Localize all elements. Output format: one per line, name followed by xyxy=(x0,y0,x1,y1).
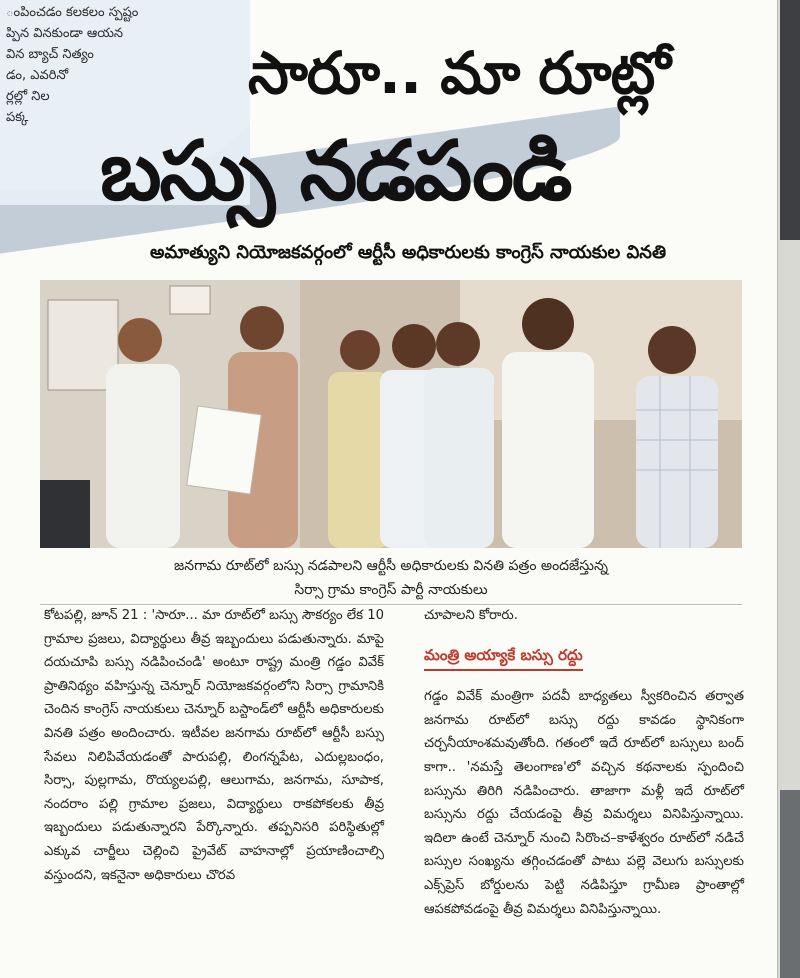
adjacent-article-lines: ంపించడం కలకలం స్పష్టం ప్పిన వినకుండా ఆయన వి‌న బ్యాచ్ నిత్యం డం, ఎవరినో ర్లల్లో నిల పక్క xyxy=(6,5,139,125)
photo-caption-line-2: సిర్సా గ్రామ కాంగ్రెస్ పార్టీ నాయకులు xyxy=(294,582,488,598)
photo-caption xyxy=(40,554,742,602)
article-paragraph-2: గడ్డం వివేక్ మంత్రిగా పదవీ బాధ్యతలు స్వీకరించిన తర్వాత జనగామ రూట్‌లో బస్సు రద్దు కావడం స్థానికంగా చర్చనీయాంశమవుతోంది. గతంలో ఇదే రూట్‌లో బస్సులు బంద్ కాగా.. 'నమస్తే తెలంగాణ'లో వచ్చిన కథనాలకు స్పందించి బస్సును తిరిగి నడిపించారు. తాజాగా మళ్లీ ఇదే రూట్‌లో బస్సును రద్దు చేయడంపై తీవ్ర విమర్శలు వినిపిస్తున్నాయి. ఇదిలా ఉంటే చెన్నూర్ నుంచి సిరొంచ–కాళేశ్వరం రూట్‌లో నడిచే బస్సుల సంఖ్యను తగ్గించడంతో పాటు పల్లె వెలుగు బస్సులకు ఎక్స్‌ప్రెస్ బోర్డులను పెట్టి నడిపిస్తూ గ్రామీణ ప్రాంతాల్లో ఆపకపోవడంపై తీవ్ర విమర్శలు వినిపిస్తున్నాయి. xyxy=(424,689,744,917)
headline-line-1: సారూ.. మా రూట్లో xyxy=(248,39,670,107)
article-paragraph-1: కోటపల్లి, జూన్ 21 : 'సారూ... మా రూట్‌లో బస్సు సౌకర్యం లేక 10 గ్రామాల ప్రజలు, విద్యార్థులు తీవ్ర ఇబ్బందులు పడుతున్నారు. మాపై దయచూపి బస్సు నడిపించండి' అంటూ రాష్ట్ర మంత్రి గడ్డం వివేక్ ప్రాతినిథ్యం వహిస్తున్న చెన్నూర్ నియోజకవర్గంలోని సిర్సా గ్రామానికి చెందిన కాంగ్రెస్ నాయకులు చెన్నూర్ బస్టాండ్‌లో ఆర్టీసీ అధికారులకు వినతి పత్రం అందించారు. ఇటీవల జనగామ రూట్‌లో ఆర్టీసీ బస్సు సేవలు నిలిపివేయడంతో పారుపల్లి, లింగన్నపేట, ఎదుల్లబంధం, సిర్సా, పుల్లగామ, రొయ్యలపల్లి, ఆలుగామ, జనగామ, సూపాక, నందరాం పల్లి గ్రామాల ప్రజలు, విద్యార్థులు రాకపోకలకు తీవ్ర ఇబ్బందులు పడుతున్నారని పేర్కొన్నారు. తప్పనిసరి పరిస్థితుల్లో ఎక్కువ చార్జీలు చెల్లించి ప్రైవేట్ వాహనాల్లో ప్రయాణించాల్సి వస్తుందని, ఇకనైనా అధికారులు చొరవ xyxy=(44,608,384,883)
headline-line-2: బస్సు నడపండి xyxy=(100,124,571,219)
subheadline: అమాత్యుని నియోజకవర్గంలో ఆర్టీసీ అధికారులకు కాంగ్రెస్ నాయకుల వినతి xyxy=(149,242,667,263)
adjacent-page-edge xyxy=(777,0,800,978)
article-subheading: మంత్రి అయ్యాకే బస్సు రద్దు xyxy=(424,644,583,672)
news-photo xyxy=(40,280,742,548)
photo-caption-line-1: జనగామ రూట్‌లో బస్సు నడపాలని ఆర్టీసీ అధికారులకు వినతి పత్రం అందజేస్తున్న xyxy=(174,558,608,574)
article-right-column xyxy=(424,604,744,921)
article-paragraph-continuation: చూపాలని కోరారు. xyxy=(424,608,518,623)
article-left-column xyxy=(44,604,384,887)
